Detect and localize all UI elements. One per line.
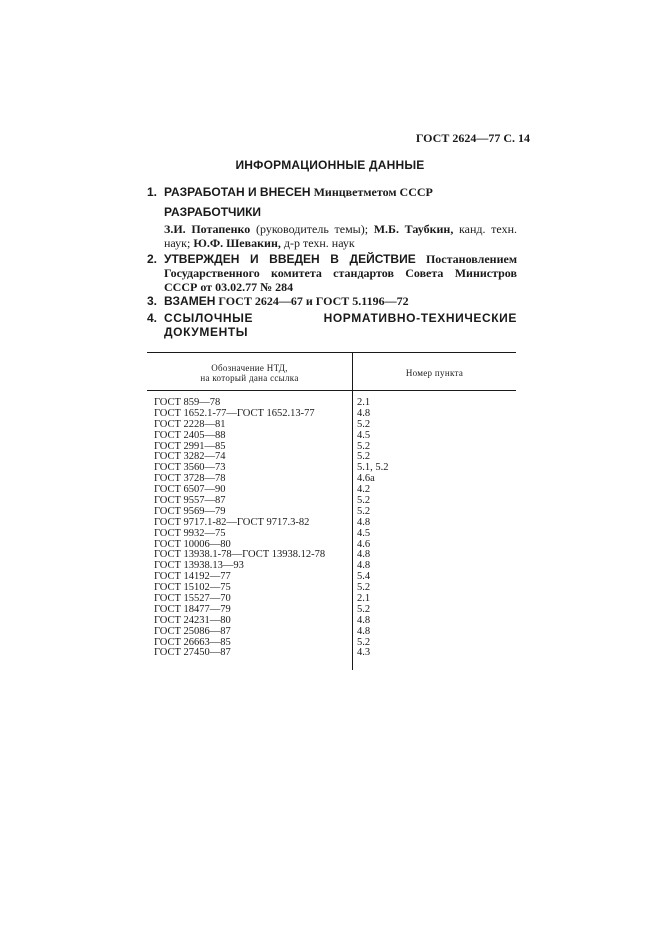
author-name: З.И. Потапенко — [164, 222, 251, 236]
table-row — [147, 431, 516, 442]
document-cell: ГОСТ 9569—79 — [154, 505, 226, 517]
clause-cell: 5.2 — [357, 636, 371, 648]
clause-cell: 4.8 — [357, 614, 371, 626]
clause-cell: 4.3 — [357, 647, 371, 659]
section-text: Постановлением Государственного комитета стандартов Совета Министров СССР от 03.02.77 № 284 — [164, 252, 517, 294]
clause-cell: 4.8 — [357, 516, 371, 528]
clause-cell: 5.2 — [357, 495, 371, 507]
clause-cell: 4.8 — [357, 407, 371, 419]
document-cell: ГОСТ 26663—85 — [154, 636, 231, 648]
document-cell: ГОСТ 2991—85 — [154, 440, 226, 452]
section-text: ГОСТ 2624—67 и ГОСТ 5.1196—72 — [215, 294, 409, 308]
section-1 — [147, 185, 517, 199]
developers-list — [164, 222, 517, 250]
column-header-line: Обозначение НТД, — [211, 363, 288, 373]
clause-cell: 5.2 — [357, 582, 371, 594]
clause-cell: 5.2 — [357, 603, 371, 615]
document-cell: ГОСТ 2228—81 — [154, 418, 226, 430]
clause-cell: 5.2 — [357, 451, 371, 463]
document-cell: ГОСТ 3728—78 — [154, 473, 226, 485]
clause-cell: 5.2 — [357, 440, 371, 452]
clause-cell: 5.4 — [357, 571, 371, 583]
section-lead: РАЗРАБОТАН И ВНЕСЕН — [164, 185, 311, 199]
document-cell: ГОСТ 24231—80 — [154, 614, 231, 626]
section-text: Минцветметом СССР — [310, 185, 433, 199]
section-number: 1. — [147, 185, 158, 199]
clause-cell: 4.5 — [357, 429, 371, 441]
document-cell: ГОСТ 2405—88 — [154, 429, 226, 441]
table-top-rule — [147, 352, 516, 353]
author-role: (руководитель темы); — [250, 222, 374, 236]
section-lead: ССЫЛОЧНЫЕ НОРМАТИВНО-ТЕХНИЧЕСКИЕ ДОКУМЕНТЫ — [164, 311, 517, 339]
document-cell: ГОСТ 10006—80 — [154, 538, 231, 550]
table-body — [147, 398, 516, 659]
document-cell: ГОСТ 6507—90 — [154, 484, 226, 496]
document-cell: ГОСТ 3282—74 — [154, 451, 226, 463]
section-number: 2. — [147, 252, 158, 266]
section-4 — [147, 311, 517, 339]
document-cell: ГОСТ 25086—87 — [154, 625, 231, 637]
document-cell: ГОСТ 27450—87 — [154, 647, 231, 659]
table-row — [147, 648, 516, 659]
section-3 — [147, 294, 517, 308]
author-role: д-р техн. наук — [280, 236, 355, 250]
table-row — [147, 529, 516, 540]
document-cell: ГОСТ 3560—73 — [154, 462, 226, 474]
clause-cell: 5.1, 5.2 — [357, 462, 389, 474]
clause-cell: 4.6 — [357, 538, 371, 550]
clause-cell: 2.1 — [357, 593, 371, 605]
column-header-clause: Номер пункта — [405, 368, 464, 378]
clause-cell: 4.8 — [357, 625, 371, 637]
document-cell: ГОСТ 13938.1-78—ГОСТ 13938.12-78 — [154, 549, 326, 561]
document-cell: ГОСТ 15527—70 — [154, 593, 231, 605]
document-cell: ГОСТ 15102—75 — [154, 582, 231, 594]
document-cell: ГОСТ 18477—79 — [154, 603, 231, 615]
clause-cell: 5.2 — [357, 505, 371, 517]
column-header-document — [147, 363, 352, 383]
clause-cell: 4.2 — [357, 484, 371, 496]
clause-cell: 4.5 — [357, 527, 371, 539]
table-header-rule — [147, 390, 516, 391]
section-number: 4. — [147, 311, 158, 325]
document-title: ИНФОРМАЦИОННЫЕ ДАННЫЕ — [235, 158, 425, 172]
clause-cell: 4.8 — [357, 560, 371, 572]
section-2 — [147, 252, 517, 294]
clause-cell: 4.6а — [357, 473, 375, 485]
section-lead: УТВЕРЖДЕН И ВВЕДЕН В ДЕЙСТВИЕ — [164, 252, 416, 266]
table-row — [147, 627, 516, 638]
document-cell: ГОСТ 1652.1-77—ГОСТ 1652.13-77 — [154, 407, 315, 419]
document-cell: ГОСТ 13938.13—93 — [154, 560, 244, 572]
clause-cell: 5.2 — [357, 418, 371, 430]
document-cell: ГОСТ 9557—87 — [154, 495, 226, 507]
document-cell: ГОСТ 9932—75 — [154, 527, 226, 539]
section-lead: ВЗАМЕН — [164, 294, 216, 308]
author-name: М.Б. Таубкин, — [373, 222, 454, 236]
developers-heading: РАЗРАБОТЧИКИ — [164, 205, 262, 219]
column-header-line: на который дана ссылка — [200, 373, 299, 383]
document-cell: ГОСТ 859—78 — [154, 397, 221, 408]
clause-cell: 4.8 — [357, 549, 371, 561]
page-header: ГОСТ 2624—77 С. 14 — [415, 131, 530, 145]
author-name: Ю.Ф. Шевакин, — [193, 236, 281, 250]
clause-cell: 2.1 — [357, 397, 371, 408]
author-role: канд. техн. наук; — [164, 222, 517, 250]
section-number: 3. — [147, 294, 158, 308]
document-cell: ГОСТ 14192—77 — [154, 571, 231, 583]
document-cell: ГОСТ 9717.1-82—ГОСТ 9717.3-82 — [154, 516, 310, 528]
